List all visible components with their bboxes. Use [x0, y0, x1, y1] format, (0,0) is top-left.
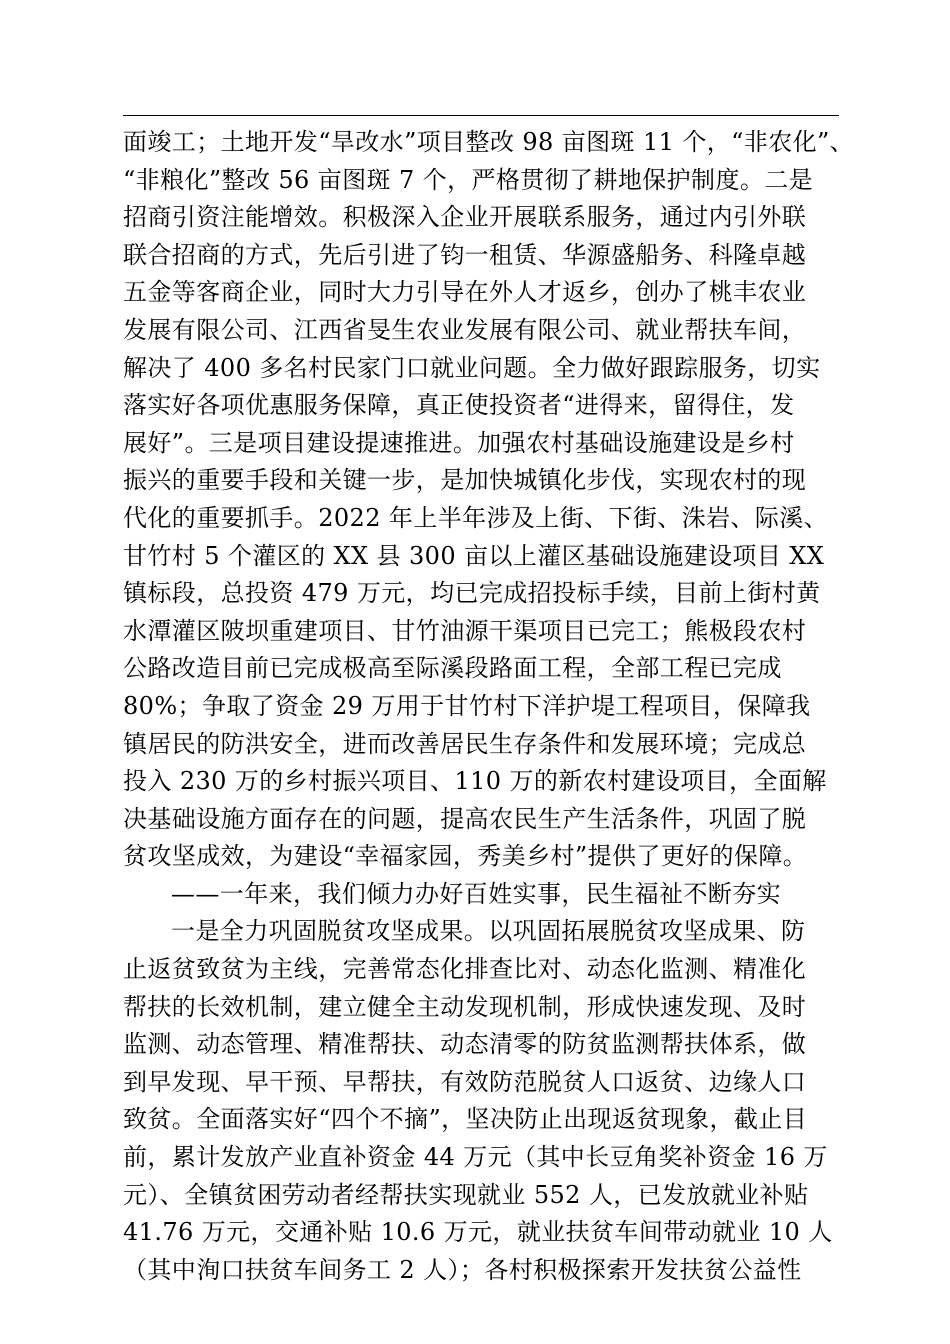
text-line: 镇标段，总投资 479 万元，均已完成招投标手续，目前上街村黄: [123, 579, 821, 608]
text-line: 投入 230 万的乡村振兴项目、110 万的新农村建设项目，全面解: [123, 767, 827, 796]
text-line: 80%；争取了资金 29 万用于甘竹村下洋护堤工程项目，保障我: [123, 691, 811, 720]
text-line: 镇居民的防洪安全，进而改善居民生存条件和发展环境；完成总: [123, 729, 807, 758]
text-line: 招商引资注能增效。积极深入企业开展联系服务，通过内引外联: [123, 203, 807, 232]
text-line: 面竣工；土地开发“旱改水”项目整改 98 亩图斑 11 个，“非农化”、: [123, 128, 855, 156]
text-line: 元）、全镇贫困劳动者经帮扶实现就业 552 人，已发放就业补贴: [123, 1180, 809, 1209]
text-line: 贫攻坚成效，为建设“幸福家园，秀美乡村”提供了更好的保障。: [123, 842, 808, 871]
text-line: （其中洵口扶贫车间务工 2 人）；各村积极探索开发扶贫公益性: [123, 1255, 802, 1284]
text-line: 振兴的重要手段和关键一步，是加快城镇化步伐，实现农村的现: [123, 466, 807, 495]
body-text: [123, 124, 863, 1289]
text-line: 监测、动态管理、精准帮扶、动态清零的防贫监测帮扶体系，做: [123, 1030, 807, 1059]
text-line: 帮扶的长效机制，建立健全主动发现机制，形成快速发现、及时: [123, 992, 807, 1021]
text-line: 公路改造目前已完成极高至际溪段路面工程，全部工程已完成: [123, 654, 782, 683]
text-line: 代化的重要抓手。2022 年上半年涉及上街、下街、洙岩、际溪、: [123, 503, 829, 532]
text-line: 41.76 万元，交通补贴 10.6 万元，就业扶贫车间带动就业 10 人: [123, 1218, 833, 1247]
text-line: 解决了 400 多名村民家门口就业问题。全力做好跟踪服务，切实: [123, 353, 821, 382]
text-line: 致贫。全面落实好“四个不摘”，坚决防止出现返贫现象，截止目: [123, 1105, 808, 1134]
text-line: 五金等客商企业，同时大力引导在外人才返乡，创办了桃丰农业: [123, 278, 807, 307]
text-line: 决基础设施方面存在的问题，提高农民生产生活条件，巩固了脱: [123, 804, 807, 833]
text-line: “非粮化”整改 56 亩图斑 7 个，严格贯彻了耕地保护制度。二是: [123, 165, 814, 194]
text-line: 联合招商的方式，先后引进了钧一租赁、华源盛船务、科隆卓越: [123, 240, 807, 269]
text-line: 落实好各项优惠服务保障，真正使投资者“进得来，留得住，发: [123, 391, 795, 420]
text-line: 展好”。三是项目建设提速推进。加强农村基础设施建设是乡村: [123, 428, 795, 457]
header-rule: [123, 115, 839, 116]
text-line: 前，累计发放产业直补资金 44 万元（其中长豆角奖补资金 16 万: [123, 1143, 828, 1172]
text-line: 甘竹村 5 个灌区的 XX 县 300 亩以上灌区基础设施建设项目 XX: [123, 541, 825, 570]
text-line: 止返贫致贫为主线，完善常态化排查比对、动态化监测、精准化: [123, 955, 807, 984]
text-line: 发展有限公司、江西省旻生农业发展有限公司、就业帮扶车间，: [123, 315, 807, 344]
paragraph-first-line: 一是全力巩固脱贫攻坚成果。以巩固拓展脱贫攻坚成果、防: [171, 917, 806, 946]
section-heading: ——一年来，我们倾力办好百姓实事，民生福祉不断夯实: [171, 879, 781, 908]
text-line: 水潭灌区陂坝重建项目、甘竹油源干渠项目已完工；熊极段农村: [123, 616, 807, 645]
text-line: 到早发现、早干预、早帮扶，有效防范脱贫人口返贫、边缘人口: [123, 1067, 807, 1096]
